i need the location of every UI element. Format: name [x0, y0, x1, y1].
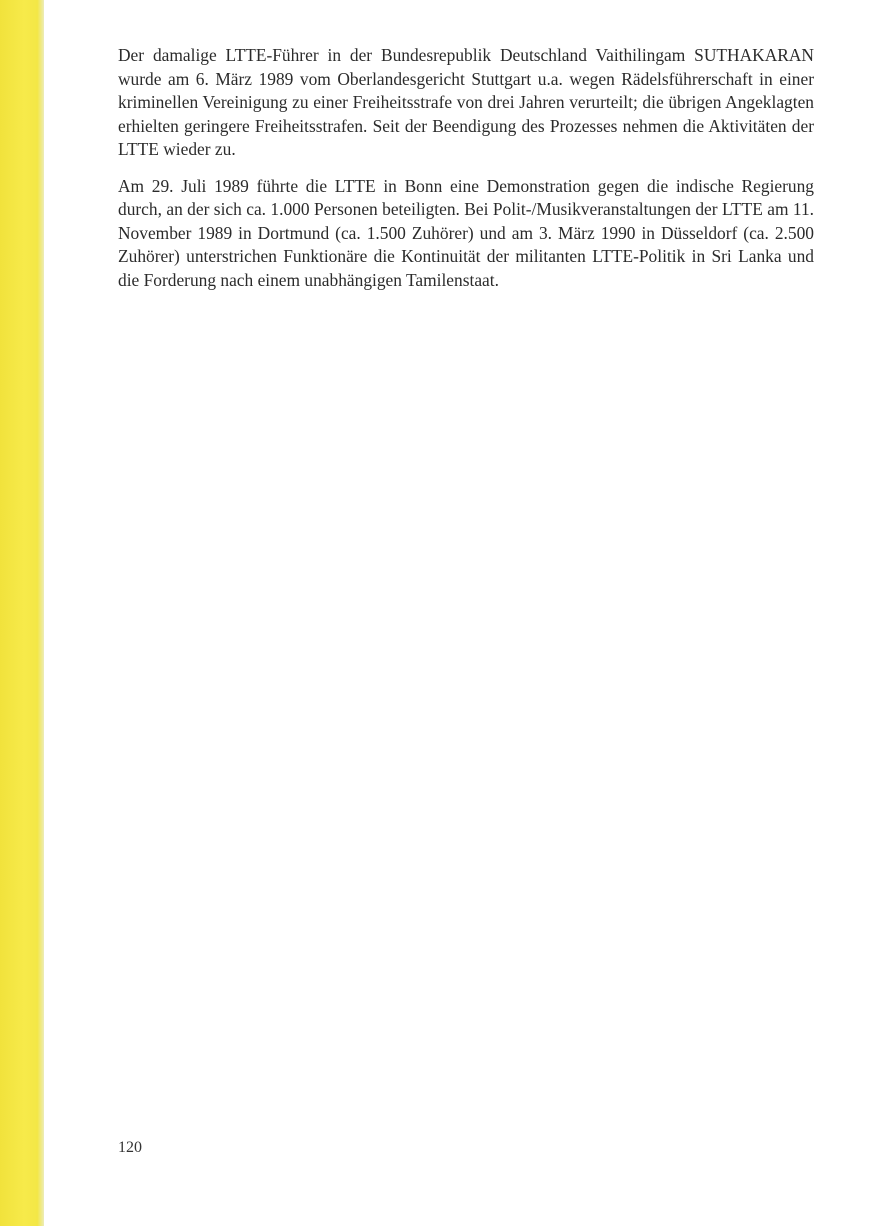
- paragraph-1: Der damalige LTTE-Führer in der Bundesrepublik Deutschland Vaithilingam SUTHAKARAN wurde am 6. März 1989 vom Oberlandesgericht Stuttgart u.a. wegen Rädelsführerschaft in einer kriminellen Vereinigung zu einer Freiheitsstrafe von drei Jahren verurteilt; die übrigen Angeklagten erhielten geringere Freiheitsstrafen. Seit der Beendigung des Prozesses nehmen die Aktivitäten der LTTE wieder zu.: [118, 45, 814, 159]
- binding-strip: [0, 0, 44, 1226]
- body-text: [118, 44, 814, 305]
- paragraph-2: Am 29. Juli 1989 führte die LTTE in Bonn eine Demonstration gegen die indische Regierung durch, an der sich ca. 1.000 Personen beteiligten. Bei Polit-/Musikveranstaltungen der LTTE am 11. November 1989 in Dortmund (ca. 1.500 Zuhörer) und am 3. März 1990 in Düsseldorf (ca. 2.500 Zuhörer) unterstrichen Funktionäre die Kontinuität der militanten LTTE-Politik in Sri Lanka und die Forderung nach einem unabhängigen Tamilenstaat.: [118, 175, 814, 290]
- page-number: 120: [118, 1139, 142, 1156]
